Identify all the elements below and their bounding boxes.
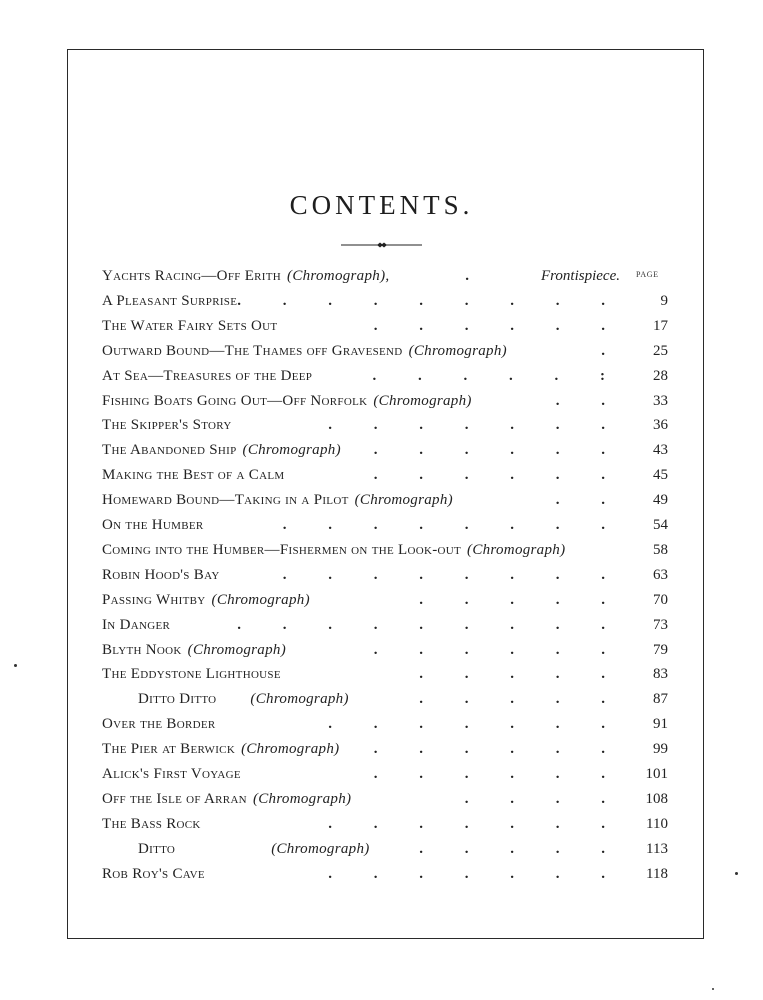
entry-title: [102, 538, 565, 562]
entry-title: [102, 787, 351, 811]
paper-speck: [712, 988, 714, 990]
entry-page-number: 9: [660, 292, 668, 309]
entry-title: [102, 289, 237, 313]
entry-page-number: 70: [653, 591, 668, 608]
entry-title-text: Alick's First Voyage: [102, 766, 241, 782]
entry-title: [102, 737, 339, 761]
entry-title-text: In Danger: [102, 616, 171, 633]
entry-title: [102, 513, 204, 537]
contents-entry: [102, 712, 668, 736]
entry-leader-dots: . . . . . .: [373, 641, 624, 658]
entry-leader-dots: . . . . . . . . .: [237, 616, 624, 633]
entry-plate-note: (Chromograph),: [287, 268, 390, 284]
entry-plate-note: (Chromograph): [250, 691, 349, 708]
contents-entry: [102, 538, 668, 562]
entry-leader-dots: . . . . .: [419, 591, 624, 608]
contents-entry: [102, 364, 668, 388]
entry-title: [102, 563, 220, 587]
entry-plate-note: (Chromograph): [408, 342, 507, 359]
entry-leader-dots: . . . . . . .: [328, 417, 624, 434]
entry-page-number: 33: [653, 392, 668, 409]
contents-entry: [102, 563, 668, 587]
contents-entry: [102, 662, 668, 686]
entry-plate-note: (Chromograph): [187, 641, 287, 658]
entry-page-number: 36: [653, 417, 668, 434]
entry-leader-dots: . .: [555, 492, 624, 509]
entry-plate-note: (Chromograph): [373, 392, 472, 409]
entry-title-text: Rob Roy's Cave: [102, 865, 205, 882]
entry-title: [138, 687, 349, 711]
entry-leader-dots: . . . . . . . .: [282, 566, 624, 583]
entry-title: [102, 438, 341, 462]
entry-title-text: At Sea—Treasures of the Deep: [102, 367, 313, 384]
entry-title-text: Over the Border: [102, 716, 216, 733]
entry-title: [102, 488, 453, 512]
entry-plate-note: (Chromograph): [242, 442, 341, 459]
entry-title-text: Fishing Boats Going Out—Off Norfolk: [102, 392, 368, 409]
entry-title-text: The Water Fairy Sets Out: [102, 317, 278, 334]
entry-plate-note: (Chromograph): [211, 591, 310, 608]
entry-plate-note: (Chromograph): [354, 492, 453, 509]
entry-title-text: Making the Best of a Calm: [102, 467, 285, 484]
entry-title: [102, 364, 312, 388]
contents-entry: [102, 463, 668, 487]
entry-title-text: A Pleasant Surprise: [102, 292, 238, 309]
entry-plate-note: (Chromograph): [271, 840, 370, 857]
entry-title-text: Yachts Racing—Off Erith: [102, 268, 282, 284]
entry-title-text: The Abandoned Ship: [102, 442, 237, 459]
entry-title-text: The Eddystone Lighthouse: [102, 666, 281, 683]
entry-page-number: 28: [653, 367, 668, 384]
entry-leader-dots: . . . .: [464, 790, 624, 807]
entry-title: [102, 638, 286, 662]
entry-leader-dots: . . . . . .: [373, 766, 624, 782]
entry-leader-dots: . . . . . .: [373, 741, 624, 758]
entry-leader-dots: . . . . . . .: [328, 865, 624, 882]
entry-page-number: 79: [653, 641, 668, 658]
entry-title-text: The Pier at Berwick: [102, 741, 236, 758]
entry-page-number: 45: [653, 467, 668, 484]
contents-entry: [102, 389, 668, 413]
entry-title-text: Ditto: [138, 840, 176, 857]
contents-entry: [102, 687, 668, 711]
entry-title-text: The Skipper's Story: [102, 417, 232, 434]
entry-page-number: 63: [653, 566, 668, 583]
entry-title: [102, 389, 472, 413]
entry-page-number: 101: [645, 766, 668, 782]
contents-entry: [102, 812, 668, 836]
entry-leader-dots: . . . . . . . . .: [237, 292, 624, 309]
contents-entry: [102, 862, 668, 886]
entry-title: [102, 264, 389, 288]
entry-leader-dots: .: [601, 342, 624, 359]
entry-title: [102, 862, 205, 886]
entry-title: [102, 588, 310, 612]
entry-leader-dots: . . . . . . . .: [282, 517, 624, 533]
entry-leader-dots: . . . . .: [419, 666, 624, 683]
entry-page-number: 25: [653, 342, 668, 359]
entry-leader-dots: . . . . .: [419, 840, 624, 857]
contents-entry: [102, 762, 668, 786]
entry-plate-note: (Chromograph): [467, 541, 566, 558]
entry-leader-dots: . . . . . . .: [328, 815, 624, 832]
contents-entry: [102, 289, 668, 313]
entry-page-number: 17: [653, 317, 668, 334]
entry-title-text: Homeward Bound—Taking in a Pilot: [102, 492, 349, 509]
entry-page-number: 118: [646, 865, 668, 882]
contents-entry: [102, 438, 668, 462]
entry-page-number: 58: [653, 541, 668, 558]
entry-leader-dots: . . . . . . .: [328, 716, 624, 733]
contents-entry: [102, 314, 668, 338]
contents-entry: [102, 638, 668, 662]
entry-page-number: 83: [653, 666, 668, 683]
entry-page-number: 87: [653, 691, 668, 708]
entry-page-number: 43: [653, 442, 668, 459]
paper-speck: [735, 872, 738, 875]
entry-title-text: Coming into the Humber—Fishermen on the Look-out: [102, 541, 462, 558]
contents-entry: [102, 787, 668, 811]
entry-page-number: 108: [645, 790, 668, 807]
entry-title-text: Off the Isle of Arran: [102, 790, 247, 807]
entry-page-number: 91: [653, 716, 668, 733]
entry-title-text: Robin Hood's Bay: [102, 566, 220, 583]
entry-page-number: 54: [653, 517, 668, 533]
entry-title: [102, 762, 241, 786]
entry-title: [102, 662, 281, 686]
contents-entry: [102, 737, 668, 761]
entry-page-number: 73: [653, 616, 668, 633]
entry-leader-dots: . .: [555, 392, 624, 409]
entry-page-number: 110: [646, 815, 668, 832]
contents-entry: [102, 588, 668, 612]
entry-title-text: Ditto Ditto: [138, 691, 217, 708]
contents-entry: [102, 613, 668, 637]
entry-title-text: Blyth Nook: [102, 641, 182, 658]
entry-page-number: 49: [653, 492, 668, 509]
entry-frontispiece-note: Frontispiece.: [540, 268, 620, 284]
contents-entry: [102, 837, 668, 861]
entry-title-text: On the Humber: [102, 517, 204, 533]
entry-leader-dots: . . . . . .: [373, 467, 624, 484]
page-column-label: PAGE: [636, 270, 659, 279]
contents-entry: [102, 488, 668, 512]
entry-title: [102, 413, 232, 437]
entry-title-text: Passing Whitby: [102, 591, 206, 608]
entry-plate-note: (Chromograph): [252, 790, 352, 807]
paper-speck: [14, 664, 17, 667]
entry-title: [102, 463, 284, 487]
entry-title: [102, 812, 201, 836]
entry-title: [102, 339, 507, 363]
entry-title: [102, 314, 277, 338]
entry-title: [102, 712, 216, 736]
entry-page-number: 113: [646, 840, 668, 857]
contents-entry: [102, 513, 668, 537]
contents-entry: [102, 339, 668, 363]
entry-leader-dots: .: [465, 268, 488, 284]
entry-title: [138, 837, 370, 861]
entry-leader-dots: . . . . . :: [372, 367, 624, 384]
entry-leader-dots: . . . . .: [419, 691, 624, 708]
entry-plate-note: (Chromograph): [241, 741, 340, 758]
entry-page-number: 99: [653, 741, 668, 758]
contents-entry: [102, 264, 668, 288]
entry-title-text: Outward Bound—The Thames off Gravesend: [102, 342, 403, 359]
contents-entry: [102, 413, 668, 437]
entry-leader-dots: . . . . . .: [373, 442, 624, 459]
entry-leader-dots: . . . . . .: [373, 317, 624, 334]
entry-title: [102, 613, 170, 637]
contents-title: CONTENTS.: [289, 190, 474, 220]
entry-title-text: The Bass Rock: [102, 815, 201, 832]
